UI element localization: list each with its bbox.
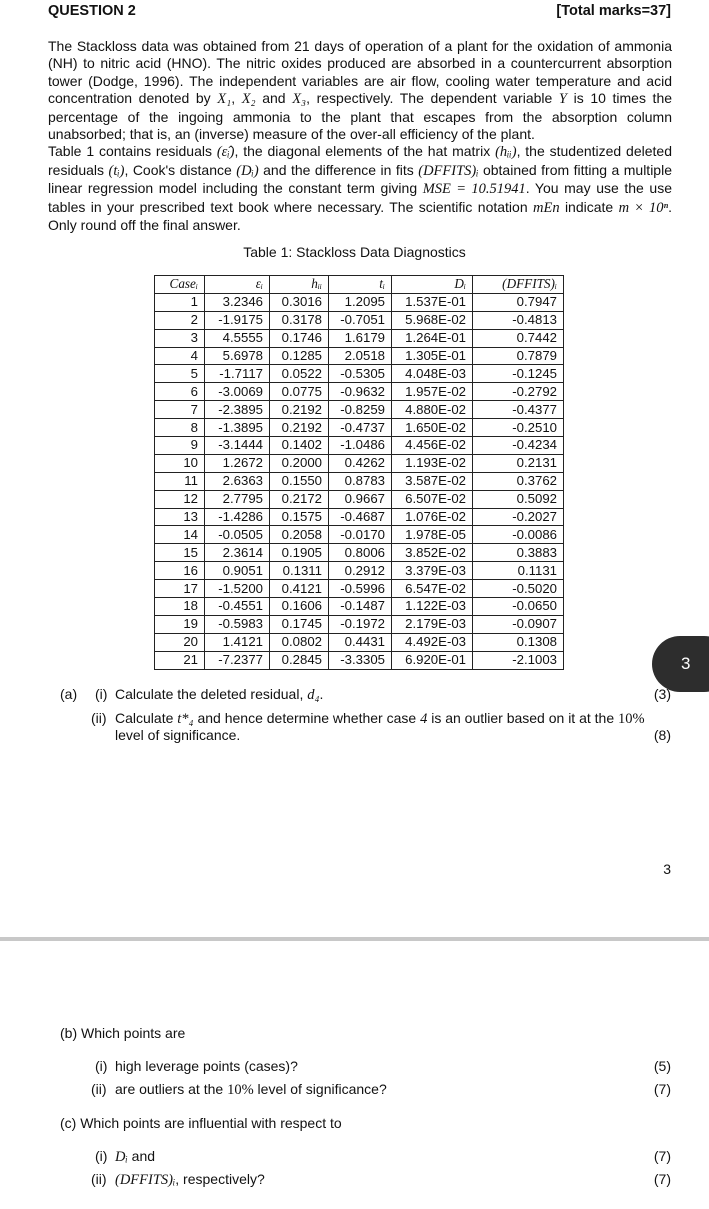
- table-row: [155, 526, 564, 544]
- cell-studentized: -1.0486: [329, 437, 392, 455]
- page-number: 3: [663, 861, 671, 877]
- intro-text-span: , respectively. The dependent variable: [306, 90, 559, 107]
- part-a-ii-span: is an outlier based on it at the: [427, 710, 619, 726]
- part-a-ii-text: [115, 710, 672, 728]
- cell-hat: 0.0522: [270, 365, 329, 383]
- cell-hat: 0.3016: [270, 293, 329, 311]
- cell-case: 6: [155, 383, 205, 401]
- header-dffits: (DFFITS)ᵢ: [473, 276, 564, 294]
- math-di: Dᵢ: [115, 1149, 128, 1165]
- table-row: [155, 490, 564, 508]
- table-row: [155, 347, 564, 365]
- intro-text-span: Table 1 contains residuals: [48, 143, 217, 160]
- part-a-i-text: [115, 686, 323, 704]
- cell-cooks: 1.650E-02: [392, 419, 473, 437]
- cell-dffits: 0.5092: [473, 490, 564, 508]
- cell-studentized: -0.4737: [329, 419, 392, 437]
- part-b-i-marks: (5): [653, 1058, 671, 1074]
- part-b-ii-marks: (7): [653, 1081, 671, 1097]
- cell-studentized: -0.5996: [329, 580, 392, 598]
- header-hat: hᵢᵢ: [270, 276, 329, 294]
- cell-dffits: -0.0650: [473, 598, 564, 616]
- intro-paragraph-1: [48, 38, 672, 143]
- cell-case: 3: [155, 329, 205, 347]
- part-a-i-marks: (3): [653, 686, 671, 702]
- cell-hat: 0.1311: [270, 562, 329, 580]
- cell-studentized: -0.1972: [329, 615, 392, 633]
- cell-case: 18: [155, 598, 205, 616]
- cell-dffits: -0.2510: [473, 419, 564, 437]
- cell-cooks: 6.920E-01: [392, 651, 473, 669]
- cell-cooks: 1.122E-03: [392, 598, 473, 616]
- part-a-ii-label: (ii): [91, 710, 107, 726]
- cell-studentized: -0.0170: [329, 526, 392, 544]
- table-row: [155, 472, 564, 490]
- cell-dffits: 0.7442: [473, 329, 564, 347]
- intro-text-span: , the diagonal elements of the hat matrix: [234, 143, 496, 160]
- table-row: [155, 615, 564, 633]
- cell-studentized: 0.9667: [329, 490, 392, 508]
- cell-dffits: 0.7879: [473, 347, 564, 365]
- part-c-i-marks: (7): [653, 1148, 671, 1164]
- cell-dffits: -0.0907: [473, 615, 564, 633]
- cell-cooks: 6.507E-02: [392, 490, 473, 508]
- part-b-ii-label: (ii): [91, 1081, 107, 1097]
- cell-studentized: -0.4687: [329, 508, 392, 526]
- question-title: QUESTION 2: [48, 3, 136, 19]
- intro-text-span: . You may use the use tables in your prescribed text book where necessary. The scientific notation: [48, 180, 672, 215]
- intro-text: [48, 38, 672, 234]
- cell-cooks: 3.852E-02: [392, 544, 473, 562]
- part-c-ii-label: (ii): [91, 1171, 107, 1187]
- cell-cooks: 2.179E-03: [392, 615, 473, 633]
- cell-studentized: 1.2095: [329, 293, 392, 311]
- cell-hat: 0.2845: [270, 651, 329, 669]
- math-x2: X₂: [241, 91, 256, 108]
- table-row: [155, 311, 564, 329]
- cell-dffits: 0.1308: [473, 633, 564, 651]
- cell-residual: -3.0069: [205, 383, 270, 401]
- cell-residual: -1.5200: [205, 580, 270, 598]
- part-b-i-text: high leverage points (cases)?: [115, 1058, 298, 1074]
- cell-residual: -1.9175: [205, 311, 270, 329]
- cell-hat: 0.1606: [270, 598, 329, 616]
- table-header-row: [155, 276, 564, 294]
- cell-hat: 0.4121: [270, 580, 329, 598]
- math-men: mEn: [532, 199, 560, 216]
- part-a-i-label: (i): [95, 686, 108, 702]
- cell-residual: -0.0505: [205, 526, 270, 544]
- cell-residual: 5.6978: [205, 347, 270, 365]
- cell-cooks: 1.264E-01: [392, 329, 473, 347]
- page-divider: [0, 937, 709, 941]
- part-a-ii-text-cont: level of significance.: [115, 727, 241, 743]
- cell-residual: -3.1444: [205, 437, 270, 455]
- cell-case: 11: [155, 472, 205, 490]
- part-c-heading: (c) Which points are influential with respect to: [60, 1115, 342, 1131]
- cell-hat: 0.1550: [270, 472, 329, 490]
- part-a-label: (a): [60, 686, 78, 702]
- header-case: Caseᵢ: [155, 276, 205, 294]
- math-mse: MSE = 10.51941: [422, 181, 526, 198]
- cell-case: 19: [155, 615, 205, 633]
- cell-studentized: 2.0518: [329, 347, 392, 365]
- table-row: [155, 580, 564, 598]
- intro-text-span: is 10 times the percentage of the ingoing ammonia to the plant that escapes from the absorption column unabsorbed; that is, an (inverse) measure of the over-all efficiency of the plant.: [48, 90, 673, 143]
- math-case-4: 4: [420, 711, 428, 727]
- cell-cooks: 1.076E-02: [392, 508, 473, 526]
- cell-dffits: -0.4377: [473, 401, 564, 419]
- math-epsilon: (ε̂ᵢ): [216, 144, 235, 161]
- cell-studentized: 0.8783: [329, 472, 392, 490]
- cell-hat: 0.1575: [270, 508, 329, 526]
- part-c-ii-span: , respectively?: [175, 1171, 265, 1187]
- math-t4-star: t*₄: [177, 711, 194, 727]
- intro-text-span: and: [255, 90, 293, 107]
- cell-residual: -7.2377: [205, 651, 270, 669]
- math-10pct-b: 10%: [227, 1082, 254, 1098]
- cell-studentized: 0.4262: [329, 454, 392, 472]
- cell-studentized: -0.7051: [329, 311, 392, 329]
- cell-case: 8: [155, 419, 205, 437]
- cell-studentized: -0.5305: [329, 365, 392, 383]
- page-indicator-label: 3: [681, 654, 691, 673]
- cell-studentized: -3.3305: [329, 651, 392, 669]
- cell-studentized: 0.8006: [329, 544, 392, 562]
- part-c-ii-text: [115, 1171, 265, 1189]
- table-row: [155, 454, 564, 472]
- part-a-ii-marks: (8): [653, 727, 671, 743]
- table-row: [155, 293, 564, 311]
- cell-case: 9: [155, 437, 205, 455]
- cell-dffits: -0.2792: [473, 383, 564, 401]
- table-row: [155, 598, 564, 616]
- math-h: (hᵢᵢ): [495, 144, 517, 161]
- cell-residual: 1.2672: [205, 454, 270, 472]
- cell-cooks: 3.587E-02: [392, 472, 473, 490]
- table-row: [155, 562, 564, 580]
- intro-text-span: . Only round off the final answer.: [48, 198, 672, 234]
- cell-dffits: -2.1003: [473, 651, 564, 669]
- cell-hat: 0.1285: [270, 347, 329, 365]
- header-residual: εᵢ: [205, 276, 270, 294]
- cell-dffits: 0.3762: [473, 472, 564, 490]
- table-row: [155, 544, 564, 562]
- part-b-ii-span: are outliers at the: [115, 1081, 228, 1097]
- cell-hat: 0.0802: [270, 633, 329, 651]
- math-dffits: (DFFITS)ᵢ: [418, 162, 479, 179]
- cell-case: 12: [155, 490, 205, 508]
- cell-residual: 3.2346: [205, 293, 270, 311]
- intro-text-span: The Stackloss data was obtained from 21 days of operation of a plant for the oxidation of ammonia (NH) to nitric acid (HNO). The nitric oxides produced are absorbed in a countercurrent absorption tower (Dodge, 1996). The independent variables are air flow, cooling water temperature and acid concentration denoted by: [48, 38, 672, 107]
- cell-cooks: 5.968E-02: [392, 311, 473, 329]
- table-body: [155, 293, 564, 669]
- cell-dffits: -0.2027: [473, 508, 564, 526]
- intro-text-span: indicate: [559, 198, 619, 215]
- cell-residual: 1.4121: [205, 633, 270, 651]
- table-row: [155, 419, 564, 437]
- cell-case: 1: [155, 293, 205, 311]
- cell-studentized: -0.1487: [329, 598, 392, 616]
- cell-cooks: 6.547E-02: [392, 580, 473, 598]
- cell-case: 10: [155, 454, 205, 472]
- cell-studentized: -0.8259: [329, 401, 392, 419]
- table-row: [155, 651, 564, 669]
- cell-residual: -1.4286: [205, 508, 270, 526]
- cell-residual: 2.6363: [205, 472, 270, 490]
- cell-cooks: 4.492E-03: [392, 633, 473, 651]
- cell-dffits: -0.1245: [473, 365, 564, 383]
- cell-hat: 0.3178: [270, 311, 329, 329]
- table-row: [155, 508, 564, 526]
- cell-dffits: 0.1131: [473, 562, 564, 580]
- cell-residual: -2.3895: [205, 401, 270, 419]
- header-cooks: Dᵢ: [392, 276, 473, 294]
- cell-dffits: 0.3883: [473, 544, 564, 562]
- cell-case: 14: [155, 526, 205, 544]
- cell-studentized: -0.9632: [329, 383, 392, 401]
- cell-hat: 0.0775: [270, 383, 329, 401]
- cell-residual: 2.3614: [205, 544, 270, 562]
- cell-case: 16: [155, 562, 205, 580]
- intro-text-span: , the studentized deleted residuals: [48, 143, 672, 178]
- intro-text-span: obtained from fitting a multiple linear regression model including the constant term giving: [48, 161, 672, 197]
- table-row: [155, 383, 564, 401]
- cell-residual: -0.5983: [205, 615, 270, 633]
- cell-cooks: 1.305E-01: [392, 347, 473, 365]
- part-c-i-text: [115, 1148, 155, 1166]
- cell-dffits: -0.4234: [473, 437, 564, 455]
- cell-hat: 0.1905: [270, 544, 329, 562]
- cell-residual: 2.7795: [205, 490, 270, 508]
- cell-residual: -1.7117: [205, 365, 270, 383]
- cell-hat: 0.1402: [270, 437, 329, 455]
- cell-residual: -0.4551: [205, 598, 270, 616]
- header-studentized: tᵢ: [329, 276, 392, 294]
- part-c-i-span: and: [127, 1148, 156, 1164]
- part-a-i-end: .: [319, 686, 324, 702]
- cell-cooks: 4.456E-02: [392, 437, 473, 455]
- cell-dffits: 0.2131: [473, 454, 564, 472]
- part-a-i-span: Calculate the deleted residual,: [115, 686, 308, 702]
- part-b-i-label: (i): [95, 1058, 108, 1074]
- part-a-ii-span: and hence determine whether case: [193, 710, 421, 726]
- cell-dffits: -0.0086: [473, 526, 564, 544]
- math-d: (Dᵢ): [236, 162, 259, 179]
- math-10pct: 10%: [618, 711, 645, 727]
- intro-text-span: , Cook's distance: [124, 161, 237, 178]
- cell-case: 21: [155, 651, 205, 669]
- math-m10n: m × 10ⁿ: [618, 199, 669, 216]
- cell-residual: 0.9051: [205, 562, 270, 580]
- math-x1: X₁: [217, 91, 232, 108]
- cell-residual: 4.5555: [205, 329, 270, 347]
- cell-case: 4: [155, 347, 205, 365]
- intro-text-span: and the difference in fits: [258, 161, 419, 178]
- math-dffits-c: (DFFITS)ᵢ: [115, 1172, 176, 1188]
- intro-paragraph-2: [48, 143, 672, 234]
- cell-cooks: 4.880E-02: [392, 401, 473, 419]
- cell-case: 13: [155, 508, 205, 526]
- cell-case: 20: [155, 633, 205, 651]
- cell-case: 15: [155, 544, 205, 562]
- cell-dffits: -0.5020: [473, 580, 564, 598]
- part-a-ii-span: Calculate: [115, 710, 178, 726]
- part-b-heading: (b) Which points are: [60, 1025, 186, 1041]
- diagnostics-table: [154, 275, 564, 670]
- math-x3: X₃: [292, 91, 307, 108]
- math-t: (tᵢ): [108, 162, 125, 179]
- cell-studentized: 0.4431: [329, 633, 392, 651]
- table-row: [155, 329, 564, 347]
- cell-hat: 0.2192: [270, 419, 329, 437]
- cell-hat: 0.1746: [270, 329, 329, 347]
- part-b-ii-text: [115, 1081, 387, 1099]
- table-caption: Table 1: Stackloss Data Diagnostics: [243, 244, 466, 260]
- cell-hat: 0.2172: [270, 490, 329, 508]
- table-row: [155, 633, 564, 651]
- cell-hat: 0.1745: [270, 615, 329, 633]
- cell-dffits: 0.7947: [473, 293, 564, 311]
- math-d4: d₄: [307, 687, 320, 703]
- cell-case: 17: [155, 580, 205, 598]
- table-row: [155, 365, 564, 383]
- cell-cooks: 1.957E-02: [392, 383, 473, 401]
- part-c-ii-marks: (7): [653, 1171, 671, 1187]
- math-y: Y: [558, 91, 567, 108]
- cell-cooks: 4.048E-03: [392, 365, 473, 383]
- table-row: [155, 401, 564, 419]
- cell-hat: 0.2192: [270, 401, 329, 419]
- cell-case: 2: [155, 311, 205, 329]
- table-row: [155, 437, 564, 455]
- cell-studentized: 1.6179: [329, 329, 392, 347]
- total-marks: [Total marks=37]: [556, 3, 671, 19]
- cell-cooks: 1.978E-05: [392, 526, 473, 544]
- cell-cooks: 1.193E-02: [392, 454, 473, 472]
- cell-residual: -1.3895: [205, 419, 270, 437]
- part-c-i-label: (i): [95, 1148, 108, 1164]
- cell-cooks: 1.537E-01: [392, 293, 473, 311]
- part-b-ii-span: level of significance?: [253, 1081, 387, 1097]
- cell-case: 5: [155, 365, 205, 383]
- cell-hat: 0.2000: [270, 454, 329, 472]
- cell-studentized: 0.2912: [329, 562, 392, 580]
- cell-hat: 0.2058: [270, 526, 329, 544]
- intro-text-span: ,: [231, 90, 242, 107]
- cell-dffits: -0.4813: [473, 311, 564, 329]
- cell-case: 7: [155, 401, 205, 419]
- page-indicator-tab[interactable]: [652, 636, 709, 692]
- cell-cooks: 3.379E-03: [392, 562, 473, 580]
